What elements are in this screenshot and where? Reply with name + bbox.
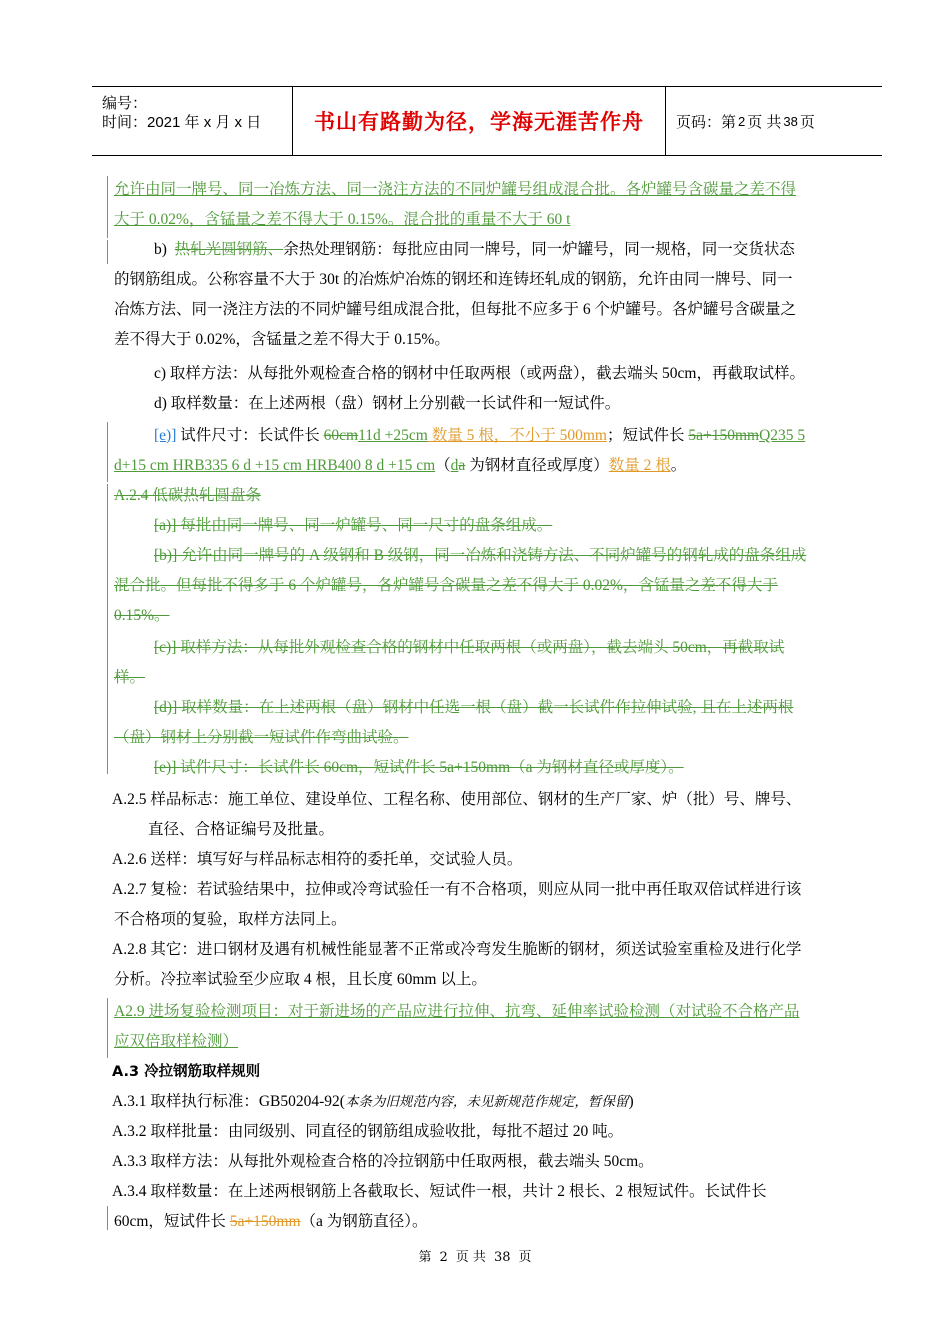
text-run: 余热处理钢筋：每批应由同一牌号，同一炉罐号，同一规格，同一交货状态 [283, 241, 795, 258]
document-time-label: 时间：2021 年 x 月 x 日 [102, 114, 262, 131]
item-label: b) [154, 241, 167, 258]
deleted-line: [e)] 试件尺寸：长试件长 60cm，短试件长 5a+150mm（a 为钢材直径或厚度）。 [154, 759, 684, 776]
paragraph-line: 大于 0.02%，含锰量之差不得大于 0.15%。混合批的重量不大于 60 t [114, 211, 571, 228]
paragraph-line: c) 取样方法：从每批外观检查合格的钢材中任取两根（或两盘），截去端头 50cm，再截取试样。 [154, 365, 805, 382]
text-run: （ [435, 457, 451, 474]
text-run: 60cm，短试件长 [114, 1213, 230, 1230]
text-run: A.3.1 取样执行标准：GB50204-92( [112, 1093, 345, 1110]
paragraph-line: 直径、合格证编号及批量。 [148, 821, 335, 838]
page-header [92, 86, 882, 156]
header-motto: 书山有路勤为径，学海无涯苦作舟 [293, 87, 666, 155]
paragraph-line: A.2.5 样品标志：施工单位、建设单位、工程名称、使用部位、钢材的生产厂家、炉（批）号、牌号、 [112, 791, 802, 808]
paragraph-line: A.2.8 其它：进口钢材及遇有机械性能显著不正常或冷弯发生脆断的钢材，须送试验室重检及进行化学 [112, 941, 802, 958]
paragraph-line [154, 424, 805, 448]
page-total: 38 [783, 113, 798, 129]
deleted-text: 热轧光圆钢筋、 [174, 241, 284, 258]
footer-current: 2 [439, 1250, 448, 1265]
deleted-heading: A.2.4 低碳热轧圆盘条 [114, 487, 261, 504]
page-end: 页 [799, 113, 815, 131]
text-run: （a 为钢筋直径）。 [300, 1213, 428, 1230]
deleted-line: [d)] 取样数量：在上述两根（盘）钢材中任选一根（盘）截一长试件作拉伸试验, 且在上述两根 [154, 699, 794, 716]
paragraph-line: 不合格项的复验，取样方法同上。 [114, 911, 347, 928]
inserted-line: A2.9 进场复验检测项目：对于新进场的产品应进行拉伸、抗弯、延伸率试验检测（对试验不合格产品 [114, 1003, 800, 1020]
paragraph-line: 冶炼方法、同一浇注方法的不同炉罐号组成混合批，但每批不应多于 6 个炉罐号。各炉罐号含碳量之 [114, 301, 797, 318]
document-number-label: 编号： [102, 95, 148, 112]
footer-mid: 页 共 [455, 1250, 486, 1265]
paragraph-line: 的钢筋组成。公称容量不大于 30t 的冶炼炉冶炼的钢坯和连铸坯轧成的钢筋，允许由同一牌号、同一 [114, 271, 793, 288]
deleted-line: 混合批。但每批不得多于 6 个炉罐号，各炉罐号含碳量之差不得大于 0.02%，含锰量之差不得大于 [114, 577, 778, 594]
paragraph-line: A.2.7 复检：若试验结果中，拉伸或冷弯试验任一有不合格项，则应从同一批中再任取双倍试样进行该 [112, 881, 802, 898]
item-label: [e)] [154, 427, 177, 444]
deleted-line: 样。 [114, 669, 146, 686]
footer-last: 页 [518, 1250, 532, 1265]
inserted-text: d+15 cm HRB335 6 d +15 cm HRB400 8 d +15 cm [114, 457, 436, 474]
paragraph-line: A.3.3 取样方法：从每批外观检查合格的冷拉钢筋中任取两根，截去端头 50cm。 [112, 1153, 654, 1170]
deleted-line: （盘）钢材上分别截一短试件作弯曲试验。 [114, 729, 409, 746]
footer-first: 第 [418, 1250, 432, 1265]
section-heading: A.3 冷拉钢筋取样规则 [112, 1064, 261, 1080]
paragraph-line: A.3.2 取样批量：由同级别、同直径的钢筋组成验收批，每批不超过 20 吨。 [112, 1123, 624, 1140]
footer-total: 38 [493, 1250, 511, 1265]
inserted-text: d [450, 457, 459, 474]
deleted-text: 5a+150mm [229, 1213, 301, 1230]
revision-bar [107, 240, 108, 264]
inserted-text: 数量 5 根，不小于 500mm [427, 427, 607, 444]
inserted-line: 应双倍取样检测） [114, 1033, 239, 1050]
revision-bar [107, 998, 108, 1058]
paragraph-line: d) 取样数量：在上述两根（盘）钢材上分别截一长试件和一短试件。 [154, 395, 621, 412]
deleted-line: [c)] 取样方法：从每批外观检查合格的钢材中任取两根（或两盘），截去端头 50cm，再截取试 [154, 639, 785, 656]
revision-bar [107, 1206, 108, 1230]
inserted-text: 11d +25cm [358, 427, 428, 444]
paragraph-line [114, 1210, 428, 1234]
text-run: ) [628, 1093, 634, 1110]
page-label: 页码：第 [676, 113, 737, 131]
text-run: ；短试件长 [606, 427, 689, 444]
handwritten-note: 本条为旧规范内容，未见新规范作规定，暂保留 [344, 1094, 629, 1110]
page-current: 2 [738, 113, 746, 129]
paragraph-line: 分析。冷拉率试验至少应取 4 根，且长度 60mm 以上。 [114, 971, 487, 988]
deleted-line: [b)] 允许由同一牌号的 A 级钢和 B 级钢，同一冶炼和浇铸方法、不同炉罐号的钢轧成的盘条组成 [154, 547, 807, 564]
deleted-line: [a)] 每批由同一牌号、同一炉罐号、同一尺寸的盘条组成。 [154, 517, 553, 534]
deleted-text: a [458, 457, 466, 474]
paragraph-line: 允许由同一牌号、同一冶炼方法、同一浇注方法的不同炉罐号组成混合批。各炉罐号含碳量之差不得 [114, 181, 797, 198]
inserted-text: 数量 2 根 [608, 457, 671, 474]
revision-bar [107, 176, 108, 238]
deleted-line: 0.15%。 [114, 607, 170, 624]
text-run: 试件尺寸：长试件长 [176, 427, 324, 444]
text-run: 为钢材直径或厚度） [465, 457, 609, 474]
revision-bar [107, 484, 108, 774]
page-mid: 页 共 [747, 113, 782, 131]
paragraph-line: A.2.6 送样：填写好与样品标志相符的委托单，交试验人员。 [112, 851, 523, 868]
paragraph-line: 差不得大于 0.02%，含锰量之差不得大于 0.15%。 [114, 331, 450, 348]
paragraph-line: A.3.4 取样数量：在上述两根钢筋上各截取长、短试件一根，共计 2 根长、2 根短试件。长试件长 [112, 1183, 767, 1200]
header-page-info [666, 87, 892, 155]
revision-bar [107, 422, 108, 482]
page-footer [0, 1246, 950, 1265]
paragraph-line [114, 454, 686, 478]
inserted-text: Q235 5 [759, 427, 806, 444]
paragraph-line [112, 1090, 634, 1114]
text-run: 。 [670, 457, 687, 474]
paragraph-line [154, 238, 795, 262]
deleted-text: 5a+150mm [688, 427, 760, 444]
header-meta [92, 87, 293, 155]
deleted-text: 60cm [323, 427, 359, 444]
